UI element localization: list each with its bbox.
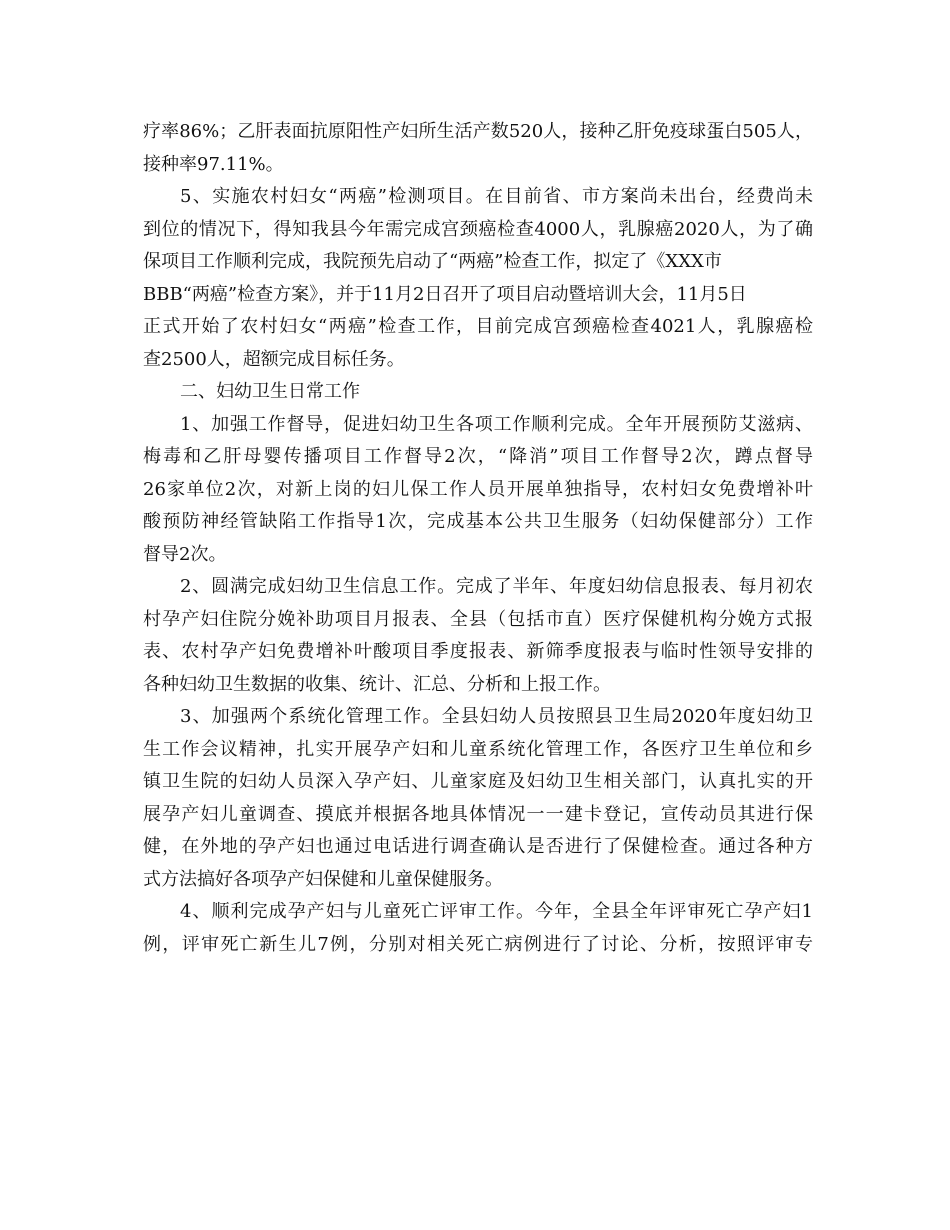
text-line: 3、加强两个系统化管理工作。全县妇幼人员按照县卫生局2020年度妇幼卫 — [180, 706, 813, 727]
text-line: 接种率97.11%。 — [143, 153, 284, 175]
text-line: 到位的情况下，得知我县今年需完成宫颈癌检查4000人，乳腺癌2020人，为了确 — [143, 218, 813, 240]
text-line: 5、实施农村妇女“两癌”检测项目。在目前省、市方案尚未出台，经费尚未 — [180, 186, 813, 207]
text-line: 正式开始了农村妇女“两癌”检查工作，目前完成宫颈癌检查4021人，乳腺癌检 — [143, 316, 813, 337]
text-line: 村孕产妇住院分娩补助项目月报表、全县（包括市直）医疗保健机构分娩方式报 — [143, 608, 813, 630]
text-line: 疗率86%；乙肝表面抗原阳性产妇所生活产数520人，接种乙肝免疫球蛋白505人， — [143, 121, 813, 142]
text-line: 26家单位2次，对新上岗的妇儿保工作人员开展单独指导，农村妇女免费增补叶 — [143, 478, 813, 500]
text-line: 梅毒和乙肝母婴传播项目工作督导2次，“降消”项目工作督导2次，蹲点督导 — [143, 446, 813, 467]
text-line: 1、加强工作督导，促进妇幼卫生各项工作顺利完成。全年开展预防艾滋病、 — [180, 413, 813, 435]
document-body — [143, 116, 813, 961]
text-line: 酸预防神经管缺陷工作指导1次，完成基本公共卫生服务（妇幼保健部分）工作 — [143, 511, 813, 532]
text-line: 查2500人，超额完成目标任务。 — [143, 348, 405, 370]
text-line: 保项目工作顺利完成，我院预先启动了“两癌”检查工作，拟定了《XXX市 — [143, 251, 722, 272]
text-line: 镇卫生院的妇幼人员深入孕产妇、儿童家庭及妇幼卫生相关部门，认真扎实的开 — [143, 771, 813, 792]
text-line: 表、农村孕产妇免费增补叶酸项目季度报表、新筛季度报表与临时性领导安排的 — [143, 641, 813, 662]
text-line: 生工作会议精神，扎实开展孕产妇和儿童系统化管理工作，各医疗卫生单位和乡 — [143, 738, 813, 760]
text-line: 例，评审死亡新生儿7例，分别对相关死亡病例进行了讨论、分析，按照评审专 — [143, 933, 813, 955]
text-line: 展孕产妇儿童调查、摸底并根据各地具体情况一一建卡登记，宣传动员其进行保 — [143, 803, 813, 825]
text-line: BBB“两癌”检查方案》，并于11月2日召开了项目启动暨培训大会，11月5日 — [143, 283, 747, 305]
text-line: 2、圆满完成妇幼卫生信息工作。完成了半年、年度妇幼信息报表、每月初农 — [180, 576, 813, 597]
text-line: 二、妇幼卫生日常工作 — [180, 381, 360, 402]
text-line: 督导2次。 — [143, 543, 227, 565]
text-line: 各种妇幼卫生数据的收集、统计、汇总、分析和上报工作。 — [143, 673, 611, 695]
text-line: 4、顺利完成孕产妇与儿童死亡评审工作。今年，全县全年评审死亡孕产妇1 — [180, 901, 813, 922]
text-line: 式方法搞好各项孕产妇保健和儿童保健服务。 — [143, 868, 503, 890]
text-line: 健，在外地的孕产妇也通过电话进行调查确认是否进行了保健检查。通过各种方 — [143, 836, 813, 857]
